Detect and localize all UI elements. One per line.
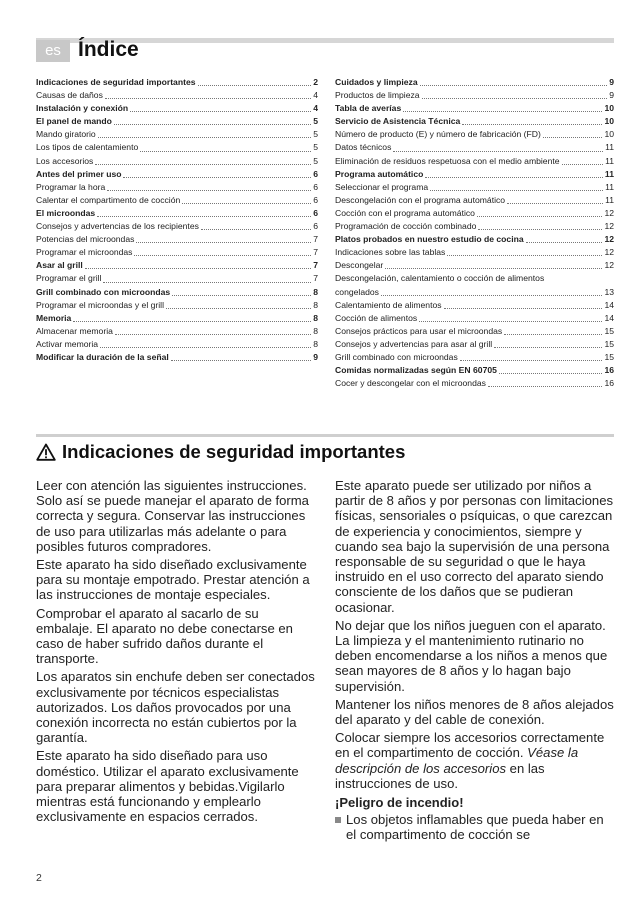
toc-page-number: 12 bbox=[604, 247, 614, 258]
toc-page-number: 16 bbox=[604, 378, 614, 389]
toc-entry-title: Tabla de averías bbox=[335, 103, 402, 114]
toc-leader bbox=[478, 229, 602, 230]
toc-leader bbox=[198, 85, 312, 86]
index-title: Índice bbox=[78, 38, 139, 61]
toc-leader bbox=[100, 347, 311, 348]
fire-warning-bullet: Los objetos inflamables que pueda haber en el compartimento de cocción se bbox=[335, 812, 617, 842]
toc-page-number: 8 bbox=[313, 299, 318, 310]
toc-page-number: 14 bbox=[604, 312, 614, 323]
toc-entry-title: Indicaciones sobre las tablas bbox=[335, 247, 446, 258]
toc-entry[interactable] bbox=[335, 364, 614, 377]
toc-entry[interactable] bbox=[335, 141, 614, 154]
toc-entry-title: Grill combinado con microondas bbox=[335, 351, 458, 362]
safety-right-column bbox=[335, 478, 617, 843]
toc-entry-title: Calentar el compartimento de cocción bbox=[36, 194, 181, 205]
toc-page-number: 11 bbox=[605, 142, 614, 153]
toc-entry[interactable] bbox=[335, 128, 614, 141]
toc-entry-title: Asar al grill bbox=[36, 260, 83, 271]
toc-leader bbox=[130, 111, 311, 112]
toc-leader bbox=[507, 203, 603, 204]
toc-entry[interactable] bbox=[36, 233, 318, 246]
toc-leader bbox=[420, 85, 608, 86]
toc-entry[interactable] bbox=[335, 259, 614, 272]
toc-entry-title: Cocción con el programa automático bbox=[335, 207, 475, 218]
toc-leader bbox=[460, 360, 603, 361]
toc-leader bbox=[385, 268, 602, 269]
safety-title-text: Indicaciones de seguridad importantes bbox=[62, 441, 406, 462]
toc-leader bbox=[494, 347, 602, 348]
toc-entry-title: Servicio de Asistencia Técnica bbox=[335, 116, 461, 127]
toc-entry-title: Número de producto (E) y número de fabricación (FD) bbox=[335, 129, 541, 140]
toc-right-column bbox=[335, 76, 614, 390]
toc-leader bbox=[488, 386, 602, 387]
toc-page-number: 4 bbox=[313, 103, 318, 114]
toc-leader bbox=[114, 124, 311, 125]
toc-page-number: 11 bbox=[605, 155, 614, 166]
toc-entry-title: Programa automático bbox=[335, 168, 424, 179]
toc-page-number: 5 bbox=[313, 129, 318, 140]
toc-leader bbox=[140, 151, 311, 152]
toc-entry[interactable] bbox=[335, 351, 614, 364]
toc-entry-title: Instalación y conexión bbox=[36, 103, 129, 114]
toc-entry-title: Eliminación de residuos respetuosa con el medio ambiente bbox=[335, 155, 560, 166]
toc-entry[interactable] bbox=[36, 246, 318, 259]
toc-entry[interactable] bbox=[335, 377, 614, 390]
toc-page-number: 2 bbox=[313, 77, 318, 87]
toc-entry-title: congelados bbox=[335, 286, 379, 297]
safety-paragraph: Leer con atención las siguientes instrucciones. Solo así se puede manejar el aparato de forma correcta y segura. Conservar las instrucciones de uso para utilizarlas más adelante o para posibles futuros compradores. bbox=[36, 478, 309, 554]
toc-entry-title: Datos técnicos bbox=[335, 142, 392, 153]
toc-entry-title: Memoria bbox=[36, 312, 72, 323]
toc-entry[interactable] bbox=[335, 246, 614, 259]
toc-leader bbox=[425, 177, 603, 178]
toc-leader bbox=[123, 177, 311, 178]
toc-entry[interactable] bbox=[36, 168, 318, 181]
page-number: 2 bbox=[36, 872, 42, 884]
toc-entry-title: Consejos y advertencias para asar al grill bbox=[335, 338, 493, 349]
toc-entry[interactable] bbox=[36, 325, 318, 338]
toc-page-number: 10 bbox=[604, 116, 614, 127]
toc-leader bbox=[107, 190, 311, 191]
toc-page-number: 14 bbox=[604, 299, 614, 310]
bullet-square-icon bbox=[335, 817, 341, 823]
toc-entry-title: Antes del primer uso bbox=[36, 168, 122, 179]
toc-entry-title: Indicaciones de seguridad importantes bbox=[36, 77, 196, 87]
toc-page-number: 10 bbox=[604, 103, 614, 114]
toc-entry-title: Descongelación con el programa automático bbox=[335, 194, 506, 205]
safety-paragraph: Este aparato puede ser utilizado por niños a partir de 8 años y por personas con limitaciones físicas, sensoriales o psíquicas, o que carezcan de experiencia y conocimientos, siempre y cuando sea bajo la supervisión de una persona responsable de su seguridad o que le haya instruido en el uso correcto del aparato siendo consciente de los daños que se pudieran ocasionar. bbox=[335, 478, 614, 615]
toc-entry[interactable] bbox=[36, 102, 318, 115]
toc-entry[interactable] bbox=[36, 76, 318, 89]
toc-page-number: 11 bbox=[604, 168, 614, 179]
toc-entry[interactable] bbox=[36, 312, 318, 325]
toc-page-number: 7 bbox=[313, 260, 318, 271]
toc-leader bbox=[447, 255, 602, 256]
toc-entry[interactable] bbox=[335, 312, 614, 325]
toc-page-number: 12 bbox=[604, 221, 614, 232]
toc-entry-title: Descongelación, calentamiento o cocción de alimentos bbox=[335, 273, 545, 284]
toc-entry[interactable] bbox=[335, 115, 614, 128]
toc-leader bbox=[172, 295, 311, 296]
safety-paragraph: Los aparatos sin enchufe deben ser conectados exclusivamente por técnicos especialistas autorizados. Los daños provocados por una conexión incorrecta no están cubiertos por la garantía. bbox=[36, 669, 315, 746]
language-badge: es bbox=[36, 40, 70, 62]
toc-page-number: 7 bbox=[313, 234, 318, 245]
safety-paragraph: Comprobar el aparato al sacarlo de su embalaje. El aparato no debe conectarse en caso de haber sufrido daños durante el transporte. bbox=[36, 605, 293, 667]
toc-leader bbox=[95, 164, 311, 165]
toc-leader bbox=[136, 242, 311, 243]
toc-page-number: 12 bbox=[604, 234, 614, 245]
toc-page-number: 9 bbox=[609, 77, 614, 87]
toc-entry-title: Programar el microondas bbox=[36, 247, 133, 258]
toc-leader bbox=[134, 255, 311, 256]
toc-leader bbox=[419, 321, 602, 322]
safety-paragraph: Este aparato ha sido diseñado para uso doméstico. Utilizar el aparato exclusivamente para preparar alimentos y bebidas.Vigilarlo mientras está funcionando y emplearlo exclusivamente en espacios cerrados. bbox=[36, 748, 299, 825]
toc-page-number: 12 bbox=[604, 207, 614, 218]
toc-leader bbox=[98, 137, 312, 138]
toc-entry[interactable] bbox=[36, 259, 318, 272]
toc-leader bbox=[422, 98, 608, 99]
toc-leader bbox=[201, 229, 311, 230]
toc-page-number: 15 bbox=[604, 325, 614, 336]
toc-left-column bbox=[36, 76, 318, 364]
toc-page-number: 5 bbox=[313, 142, 318, 153]
toc-entry-title: Cuidados y limpieza bbox=[335, 77, 418, 87]
toc-entry[interactable] bbox=[335, 168, 614, 181]
toc-leader bbox=[462, 124, 602, 125]
toc-page-number: 11 bbox=[605, 194, 614, 205]
toc-leader bbox=[444, 308, 603, 309]
toc-entry[interactable] bbox=[36, 89, 318, 102]
toc-entry[interactable] bbox=[36, 207, 318, 220]
toc-entry[interactable] bbox=[335, 102, 614, 115]
toc-page-number: 11 bbox=[605, 181, 614, 192]
toc-leader bbox=[526, 242, 603, 243]
toc-entry-title: Consejos prácticos para usar el microondas bbox=[335, 325, 503, 336]
toc-entry-title: El panel de mando bbox=[36, 116, 112, 127]
toc-entry-title: El microondas bbox=[36, 207, 96, 218]
toc-page-number: 6 bbox=[313, 194, 318, 205]
fire-warning-heading: ¡Peligro de incendio! bbox=[335, 795, 464, 811]
toc-entry[interactable] bbox=[36, 181, 318, 194]
toc-leader bbox=[171, 360, 311, 361]
toc-entry[interactable] bbox=[36, 220, 318, 233]
toc-entry-title: Potencias del microondas bbox=[36, 234, 135, 245]
toc-entry[interactable] bbox=[335, 207, 614, 220]
toc-leader bbox=[562, 164, 604, 165]
toc-entry-title: Mando giratorio bbox=[36, 129, 96, 140]
toc-page-number: 7 bbox=[313, 273, 318, 284]
toc-entry[interactable] bbox=[36, 141, 318, 154]
toc-entry-title: Calentamiento de alimentos bbox=[335, 299, 442, 310]
toc-entry-title: Grill combinado con microondas bbox=[36, 286, 171, 297]
toc-entry[interactable] bbox=[36, 299, 318, 312]
toc-entry[interactable] bbox=[36, 351, 318, 364]
toc-entry-title: Los accesorios bbox=[36, 155, 94, 166]
toc-entry[interactable] bbox=[335, 89, 614, 102]
safety-paragraph: Este aparato ha sido diseñado exclusivamente para su montaje empotrado. Prestar atención a las instrucciones de montaje especiales. bbox=[36, 557, 310, 603]
toc-entry[interactable] bbox=[335, 299, 614, 312]
toc-page-number: 9 bbox=[313, 351, 318, 362]
toc-entry[interactable] bbox=[36, 115, 318, 128]
toc-entry-title: Comidas normalizadas según EN 60705 bbox=[335, 365, 497, 376]
toc-entry-title: Platos probados en nuestro estudio de cocina bbox=[335, 234, 524, 245]
toc-page-number: 13 bbox=[604, 286, 614, 297]
toc-entry[interactable] bbox=[36, 128, 318, 141]
toc-entry-title: Consejos y advertencias de los recipientes bbox=[36, 221, 199, 232]
toc-entry[interactable] bbox=[36, 272, 318, 285]
toc-leader bbox=[73, 321, 311, 322]
toc-entry[interactable] bbox=[36, 194, 318, 207]
toc-entry-title: Modificar la duración de la señal bbox=[36, 351, 169, 362]
toc-leader bbox=[403, 111, 602, 112]
toc-entry[interactable] bbox=[335, 338, 614, 351]
toc-leader bbox=[543, 137, 603, 138]
toc-page-number: 9 bbox=[609, 90, 614, 101]
warning-triangle-icon bbox=[36, 443, 56, 461]
toc-entry[interactable] bbox=[335, 220, 614, 233]
toc-leader bbox=[85, 268, 311, 269]
toc-leader bbox=[430, 190, 603, 191]
toc-entry-title: Almacenar memoria bbox=[36, 325, 113, 336]
toc-leader bbox=[103, 282, 311, 283]
toc-page-number: 8 bbox=[313, 312, 318, 323]
toc-entry-title: Programación de cocción combinado bbox=[335, 221, 477, 232]
toc-entry[interactable] bbox=[335, 233, 614, 246]
safety-left-column bbox=[36, 478, 318, 827]
toc-page-number: 16 bbox=[604, 365, 614, 376]
toc-page-number: 4 bbox=[313, 90, 318, 101]
toc-entry-title: Programar la hora bbox=[36, 181, 106, 192]
toc-entry[interactable] bbox=[335, 155, 614, 168]
toc-entry-title: Programar el microondas y el grill bbox=[36, 299, 164, 310]
toc-entry-title: Cocción de alimentos bbox=[335, 312, 418, 323]
toc-entry-title: Los tipos de calentamiento bbox=[36, 142, 139, 153]
toc-entry[interactable] bbox=[335, 194, 614, 207]
toc-leader bbox=[393, 151, 603, 152]
section-divider bbox=[36, 434, 614, 437]
toc-page-number: 5 bbox=[313, 155, 318, 166]
toc-page-number: 15 bbox=[604, 338, 614, 349]
accessories-paragraph: Colocar siempre los accesorios correctamente en el compartimento de cocción. Véase la descripción de los accesorios en las instrucciones de uso. bbox=[335, 730, 605, 791]
toc-page-number: 8 bbox=[313, 338, 318, 349]
toc-page-number: 10 bbox=[604, 129, 614, 140]
toc-entry-title: Seleccionar el programa bbox=[335, 181, 429, 192]
toc-leader bbox=[105, 98, 311, 99]
toc-entry[interactable] bbox=[36, 286, 318, 299]
toc-page-number: 6 bbox=[313, 181, 318, 192]
toc-entry-title: Causas de daños bbox=[36, 90, 103, 101]
toc-leader bbox=[381, 295, 602, 296]
safety-paragraph: No dejar que los niños jueguen con el aparato. La limpieza y el mantenimiento rutinario no deben encomendarse a los niños a menos que sean mayores de 8 años y lo hagan bajo supervisión. bbox=[335, 617, 608, 694]
toc-page-number: 8 bbox=[313, 286, 318, 297]
toc-leader bbox=[477, 216, 602, 217]
toc-page-number: 12 bbox=[604, 260, 614, 271]
toc-entry-title: Programar el grill bbox=[36, 273, 102, 284]
toc-page-number: 8 bbox=[313, 325, 318, 336]
toc-page-number: 6 bbox=[313, 221, 318, 232]
toc-leader bbox=[115, 334, 311, 335]
toc-entry[interactable] bbox=[36, 155, 318, 168]
toc-entry[interactable] bbox=[335, 181, 614, 194]
toc-page-number: 6 bbox=[313, 207, 318, 218]
toc-entry[interactable] bbox=[36, 338, 318, 351]
toc-entry[interactable] bbox=[335, 76, 614, 89]
toc-page-number: 6 bbox=[313, 168, 318, 179]
toc-page-number: 5 bbox=[313, 116, 318, 127]
toc-leader bbox=[97, 216, 311, 217]
toc-entry-title: Activar memoria bbox=[36, 338, 99, 349]
toc-page-number: 7 bbox=[313, 247, 318, 258]
safety-paragraph: Mantener los niños menores de 8 años alejados del aparato y del cable de conexión. bbox=[335, 696, 614, 728]
toc-entry-title: Descongelar bbox=[335, 260, 384, 271]
safety-section-title bbox=[36, 441, 405, 463]
toc-entry-title: Cocer y descongelar con el microondas bbox=[335, 378, 486, 389]
toc-page-number: 15 bbox=[604, 351, 614, 362]
toc-entry[interactable] bbox=[335, 325, 614, 338]
toc-leader bbox=[182, 203, 311, 204]
toc-entry[interactable] bbox=[335, 272, 614, 298]
toc-leader bbox=[499, 373, 603, 374]
toc-entry-title: Productos de limpieza bbox=[335, 90, 420, 101]
toc-leader bbox=[504, 334, 602, 335]
toc-leader bbox=[166, 308, 311, 309]
